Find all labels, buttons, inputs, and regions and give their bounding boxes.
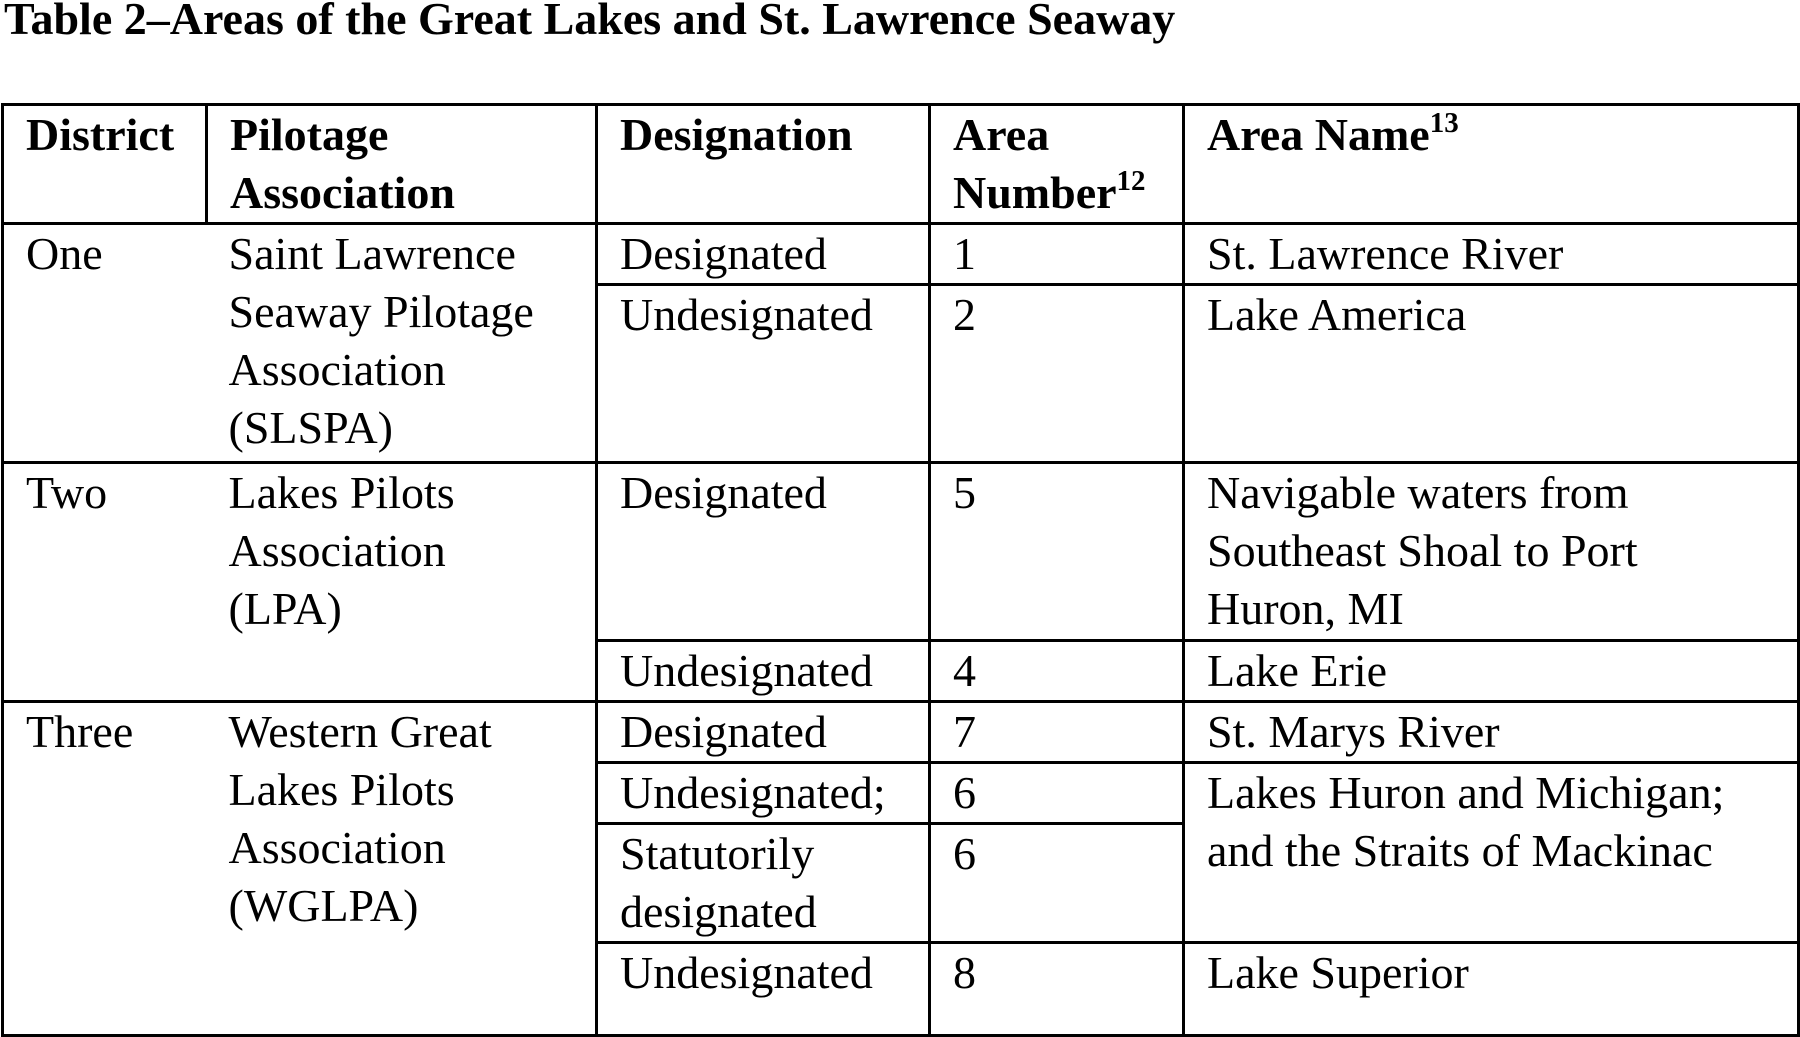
designation-cell: Designated xyxy=(597,463,930,641)
area-number-cell: 5 xyxy=(930,463,1184,641)
area-number-cell: 2 xyxy=(930,285,1184,463)
area-number-cell: 7 xyxy=(930,702,1184,763)
designation-cell: Designated xyxy=(597,702,930,763)
table-row xyxy=(3,224,1799,285)
designation-cell: Undesignated xyxy=(597,285,930,463)
area-number-cell: 6 xyxy=(930,763,1184,824)
area-number-cell: 1 xyxy=(930,224,1184,285)
header-designation: Designation xyxy=(597,105,930,224)
header-pilotage-association: Pilotage Association xyxy=(207,105,597,224)
header-district: District xyxy=(3,105,207,224)
designation-cell: Undesignated; xyxy=(597,763,930,824)
association-cell-lpa: Lakes Pilots Association (LPA) xyxy=(207,463,597,702)
association-cell-slspa: Saint Lawrence Seaway Pilotage Association (SLSPA) xyxy=(207,224,597,463)
area-number-cell: 4 xyxy=(930,641,1184,702)
area-name-cell: Lake Superior xyxy=(1184,943,1799,1036)
district-cell-one: One xyxy=(3,224,207,463)
area-number-cell: 8 xyxy=(930,943,1184,1036)
area-name-cell: St. Lawrence River xyxy=(1184,224,1799,285)
district-cell-three: Three xyxy=(3,702,207,1036)
header-row xyxy=(3,105,1799,224)
table-title: Table 2–Areas of the Great Lakes and St. Lawrence Seaway xyxy=(4,0,1176,44)
area-number-cell: 6 xyxy=(930,824,1184,943)
header-area-name: Area Name$^{13}$ xyxy=(1184,105,1799,224)
designation-cell: Undesignated xyxy=(597,641,930,702)
footnote-ref-13: 13 xyxy=(1429,106,1459,139)
association-cell-wglpa: Western Great Lakes Pilots Association (WGLPA) xyxy=(207,702,597,1036)
area-name-cell: Navigable waters from Southeast Shoal to Port Huron, MI xyxy=(1184,463,1799,641)
district-cell-two: Two xyxy=(3,463,207,702)
table-row xyxy=(3,463,1799,641)
designation-cell: Statutorily designated xyxy=(597,824,930,943)
designation-cell: Designated xyxy=(597,224,930,285)
area-name-cell: St. Marys River xyxy=(1184,702,1799,763)
areas-table xyxy=(1,103,1800,1037)
header-area-number: Area Number$^{12}$ xyxy=(930,105,1184,224)
designation-cell: Undesignated xyxy=(597,943,930,1036)
area-name-cell: Lake Erie xyxy=(1184,641,1799,702)
area-name-cell: Lake America xyxy=(1184,285,1799,463)
table-row xyxy=(3,702,1799,763)
footnote-ref-12: 12 xyxy=(1116,164,1146,197)
area-name-cell: Lakes Huron and Michigan; and the Straits of Mackinac xyxy=(1184,763,1799,943)
